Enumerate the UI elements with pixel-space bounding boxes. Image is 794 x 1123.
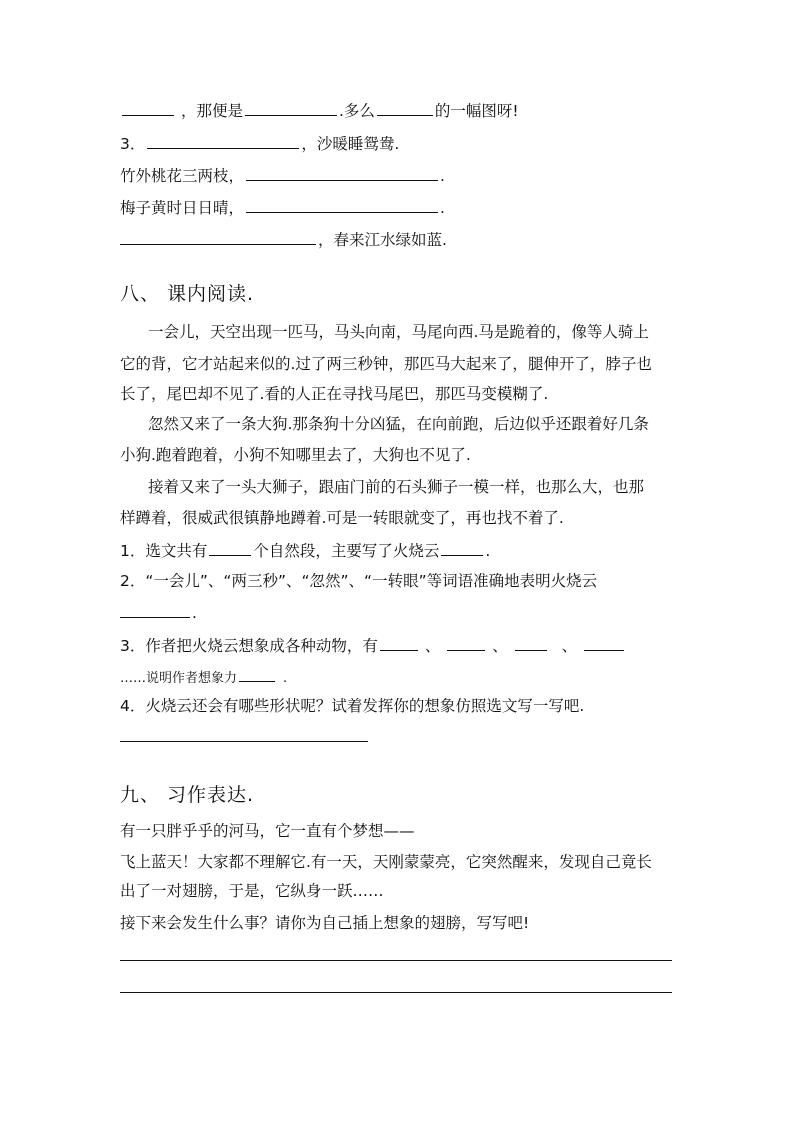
section-9-title: 九、 习作表达. [120,784,255,806]
question-3: 3．作者把火烧云想象成各种动物，有 、 、 、 [120,635,626,656]
answer-blank[interactable] [239,666,275,682]
section-8-title: 八、 课内阅读. [120,283,255,305]
question-3-cont: ……说明作者想象力 . [120,666,287,689]
answer-blank[interactable] [377,100,433,116]
answer-blank[interactable] [122,100,174,116]
passage-p2-line2: 小狗.跑着跑着，小狗不知哪里去了，大狗也不见了. [120,446,471,464]
writing-prompt-line2: 飞上蓝天！大家都不理解它.有一天，天刚蒙蒙亮，它突然醒来，发现自己竟长 [120,853,652,871]
passage-p1-line1: 一会儿，天空出现一匹马，马头向南，马尾向西.马是跪着的，像等人骑上 [148,323,649,341]
fill-line-3: 竹外桃花三两枝， . [120,167,445,185]
writing-prompt-line3: 出了一对翅膀，于是，它纵身一跃…… [120,882,384,900]
answer-blank[interactable] [245,100,337,116]
passage-p1-line3: 长了，尾巴却不见了.看的人正在寻找马尾巴，那匹马变模糊了. [120,385,549,403]
fill-line-5: ，春来江水绿如蓝. [120,229,447,250]
passage-p3-line2: 样蹲着，很威武很镇静地蹲着.可是一转眼就变了，再也找不着了. [120,509,564,527]
fill-line-4: 梅子黄时日日晴， . [120,199,445,217]
answer-blank[interactable] [246,197,438,213]
fill-line-2: 3． ，沙暖睡鸳鸯. [120,135,400,153]
question-4: 4．火烧云还会有哪些形状呢？试着发挥你的想象仿照选文写一写吧. [120,697,585,715]
writing-line[interactable] [120,960,672,961]
passage-p2-line1: 忽然又来了一条大狗.那条狗十分凶猛，在向前跑，后边似乎还跟着好几条 [148,415,649,433]
writing-prompt-line4: 接下来会发生什么事？请你为自己插上想象的翅膀，写写吧! [120,914,530,932]
question-2-answer: . [120,602,197,623]
answer-blank[interactable] [380,635,418,651]
answer-blank[interactable] [147,133,299,149]
answer-blank[interactable] [120,229,316,245]
writing-prompt-line1: 有一只胖乎乎的河马，它一直有个梦想—— [120,822,415,840]
question-2: 2．“一会儿”、“两三秒”、“忽然”、“一转眼”等词语准确地表明火烧云 [120,572,598,590]
writing-line[interactable] [120,992,672,993]
answer-blank[interactable] [441,540,483,556]
fill-line-1: ，那便是 .多么 的一幅图呀! [120,100,519,121]
answer-line[interactable] [120,741,368,742]
answer-blank[interactable] [515,635,547,651]
passage-p3-line1: 接着又来了一头大狮子，跟庙门前的石头狮子一模一样，也那么大，也那 [148,478,645,496]
question-1: 1．选文共有 个自然段，主要写了火烧云 . [120,542,491,560]
answer-blank[interactable] [209,540,251,556]
answer-blank[interactable] [584,635,624,651]
answer-blank[interactable] [246,165,438,181]
answer-blank[interactable] [447,635,485,651]
passage-p1-line2: 它的背，它才站起来似的.过了两三秒钟，那匹马大起来了，腿伸开了，脖子也 [120,355,652,373]
answer-blank[interactable] [120,602,190,618]
